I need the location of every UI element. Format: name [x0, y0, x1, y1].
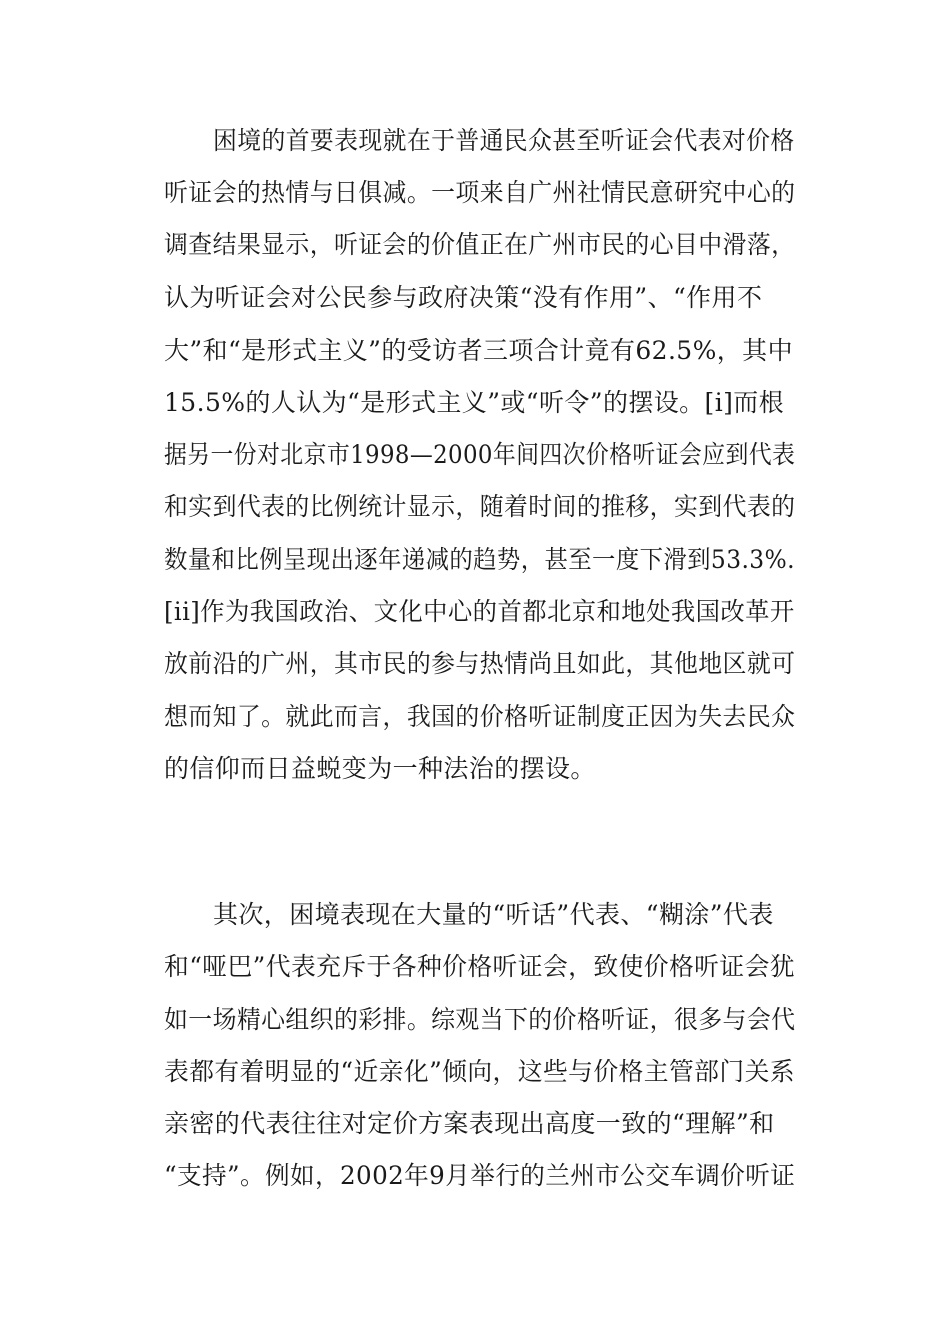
paragraph-line: [ii]作为我国政治、文化中心的首都北京和地处我国改革开: [164, 597, 795, 626]
paragraph-line: 其次，困境表现在大量的“听话”代表、“糊涂”代表: [213, 900, 774, 929]
paragraph-line: 放前沿的广州，其市民的参与热情尚且如此，其他地区就可: [164, 649, 796, 678]
paragraph-line: 认为听证会对公民参与政府决策“没有作用”、“作用不: [164, 283, 763, 312]
paragraph-line: 亲密的代表往往对定价方案表现出高度一致的“理解”和: [164, 1109, 775, 1138]
paragraph-line: “支持”。例如，2002年9月举行的兰州市公交车调价听证: [164, 1161, 796, 1190]
paragraph-line: 和实到代表的比例统计显示，随着时间的推移，实到代表的: [164, 492, 796, 521]
paragraph-line: 表都有着明显的“近亲化”倾向，这些与价格主管部门关系: [164, 1057, 795, 1086]
paragraph-line: 的信仰而日益蜕变为一种法治的摆设。: [164, 754, 596, 783]
paragraph-line: 调查结果显示，听证会的价值正在广州市民的心目中滑落，: [164, 230, 796, 259]
paragraph-line: 困境的首要表现就在于普通民众甚至听证会代表对价格: [213, 126, 795, 155]
paragraph-line: 大”和“是形式主义”的受访者三项合计竟有62.5%，其中: [164, 336, 793, 365]
paragraph-line: 据另一份对北京市1998—2000年间四次价格听证会应到代表: [164, 440, 796, 469]
paragraph-line: 听证会的热情与日俱减。一项来自广州社情民意研究中心的: [164, 178, 796, 207]
paragraph-line: 15.5%的人认为“是形式主义”或“听令”的摆设。[i]而根: [164, 388, 785, 417]
paragraph-line: 和“哑巴”代表充斥于各种价格听证会，致使价格听证会犹: [164, 952, 795, 981]
paragraph-line: 想而知了。就此而言，我国的价格听证制度正因为失去民众: [164, 702, 796, 731]
paragraph-line: 如一场精心组织的彩排。综观当下的价格听证，很多与会代: [164, 1005, 796, 1034]
paragraph-line: 数量和比例呈现出逐年递减的趋势，甚至一度下滑到53.3%.: [164, 545, 795, 574]
